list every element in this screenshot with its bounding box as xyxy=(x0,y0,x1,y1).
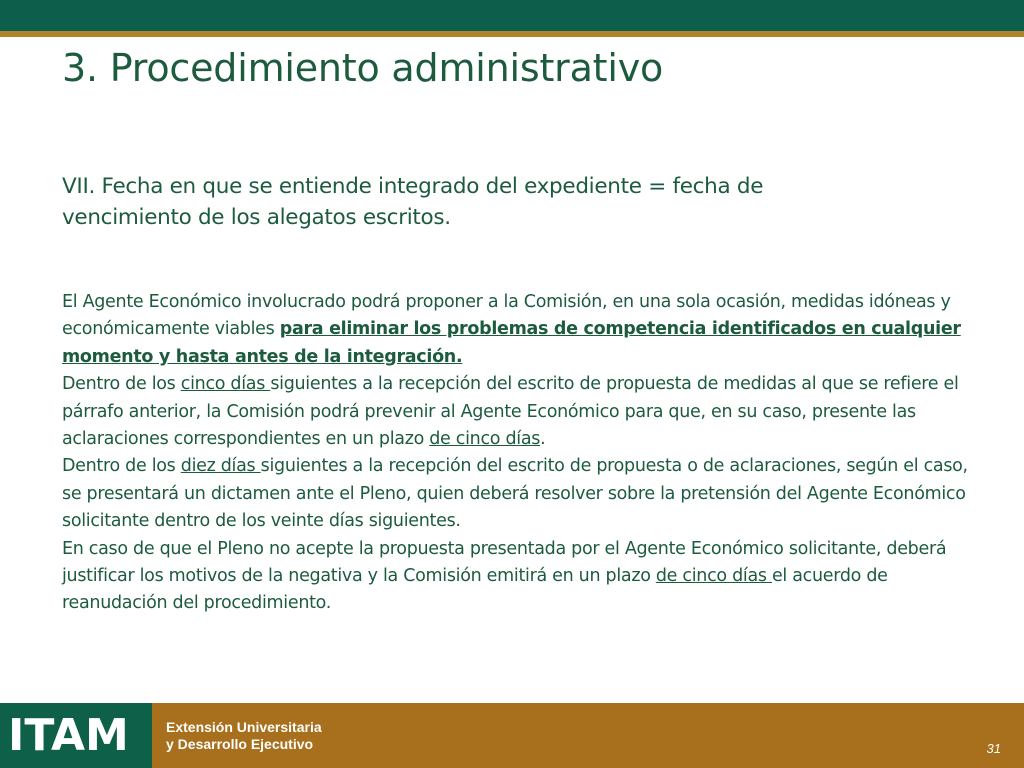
paragraph-five-days-end: . xyxy=(540,429,546,450)
paragraph-rejection-term: de cinco días xyxy=(655,566,772,587)
header-gold-stripe xyxy=(0,31,1024,37)
paragraph-proposal xyxy=(62,289,982,371)
footer-caption xyxy=(166,719,322,753)
paragraph-ten-days-text-a: Dentro de los xyxy=(62,456,181,477)
footer-caption-line2: y Desarrollo Ejecutivo xyxy=(166,736,314,752)
paragraph-proposal-text: El Agente Económico involucrado podrá proponer a la Comisión, en una sola ocasión, medidas idóneas y económicamente viables xyxy=(62,292,951,340)
slide-subtitle: VII. Fecha en que se entiende integrado del expediente = fecha de vencimiento de los alegatos escritos. xyxy=(62,174,764,230)
paragraph-ten-days xyxy=(62,453,982,535)
paragraph-rejection-text-a: En caso de que el Pleno no acepte la propuesta presentada por el Agente Económico solicitante, deberá justificar los motivos de la negativa y la Comisión emitirá en un plazo xyxy=(62,538,947,587)
footer-caption-line1: Extensión Universitaria xyxy=(166,719,322,735)
paragraph-five-days-text-a: Dentro de los xyxy=(62,374,181,395)
paragraph-rejection-text-b: el acuerdo de reanudación del procedimiento. xyxy=(62,566,888,614)
paragraph-ten-days-text-b: siguientes a la recepción del escrito de propuesta o de aclaraciones, según el caso, se presentará un dictamen ante el Pleno, quien deberá resolver sobre la pretensión del Agente Económico solicitante dentro de los veinte días siguientes. xyxy=(62,456,968,532)
footer-bar xyxy=(0,703,1024,768)
page-number: 31 xyxy=(986,741,1001,756)
paragraph-ten-days-term: diez días xyxy=(180,456,261,477)
itam-logo-text: ITAM xyxy=(8,710,129,761)
paragraph-proposal-emphasis: para eliminar los problemas de competencia identificados en cualquier momento y hasta antes de la integración. xyxy=(62,319,961,367)
header-band xyxy=(0,0,1024,31)
paragraph-five-days-term: cinco días xyxy=(180,374,271,395)
paragraph-five-days xyxy=(62,371,982,453)
slide-title: 3. Procedimiento administrativo xyxy=(62,46,664,90)
paragraph-rejection xyxy=(62,536,982,618)
slide-body xyxy=(62,289,982,618)
paragraph-five-days-term-2: de cinco días xyxy=(429,429,541,450)
itam-logo xyxy=(0,703,152,768)
paragraph-five-days-text-b: siguientes a la recepción del escrito de propuesta de medidas al que se refiere el párrafo anterior, la Comisión podrá prevenir al Agente Económico para que, en su caso, presente las aclaraciones correspondientes en un plazo xyxy=(62,374,959,450)
